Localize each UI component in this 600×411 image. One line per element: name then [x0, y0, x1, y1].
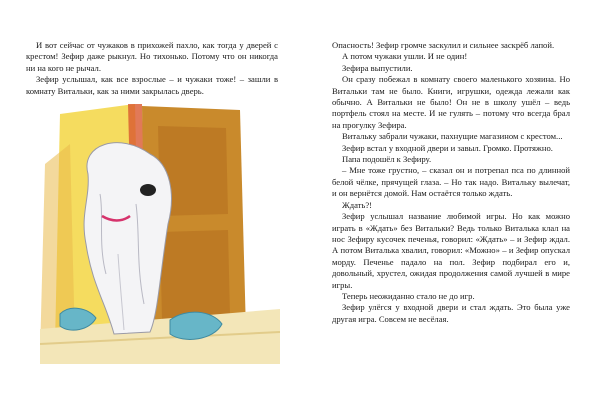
right-paragraph: Зефир улёгся у входной двери и стал ждать. Это была уже другая игра. Совсем не весёлая. — [332, 302, 570, 324]
right-paragraph: Он сразу побежал в комнату своего маленького хозяина. Но Витальки там не было. Книги, игрушки, одежда лежали как обычно. А Витальки не было! Он не в школу ушёл – ведь портфель стоял на месте. И не гулять – потому что всегда брал на прогулку Зефира. — [332, 74, 570, 130]
right-paragraph: – Мне тоже грустно, – сказал он и потрепал пса по длинной белой чёлке, прячущей глаза. – Но так надо. Витальку вылечат, и он вернётся домой. Нам остаётся только ждать. — [332, 165, 570, 199]
right-paragraph: А потом чужаки ушли. И не один! — [342, 51, 468, 62]
dog-at-door-illustration — [40, 104, 280, 364]
right-paragraph: Теперь неожиданно стало не до игр. — [342, 290, 475, 301]
right-page — [300, 0, 600, 411]
right-paragraph: Опасность! Зефир громче заскулил и сильнее заскрёб лапой. — [332, 40, 555, 50]
right-paragraph: Зефир услышал название любимой игры. Но как можно играть в «Ждать» без Витальки? Ведь только Виталька клал на нос Зефиру кусочек печенья, говорил: «Ждать» – и Зефир ждал. А потом Виталька хвалил, говорил: «Можно» – и Зефир опускал морду. Печенье падало на пол. Зефир подбирал его и, довольный, хрустел, ожидая продолжения самой лучшей в мире игры. — [332, 211, 570, 290]
left-paragraph: Зефир услышал, как все взрослые – и чужаки тоже! – зашли в комнату Витальки, как за ними закрылась дверь. — [26, 74, 278, 96]
right-paragraph: Зефира выпустили. — [342, 62, 413, 73]
right-paragraph: Зефир встал у входной двери и завыл. Громко. Протяжно. — [342, 142, 553, 153]
left-page-text — [26, 40, 278, 97]
right-paragraph: Папа подошёл к Зефиру. — [342, 154, 432, 165]
right-paragraph: Витальку забрали чужаки, пахнущие магазином с крестом... — [342, 131, 563, 142]
right-paragraph: Ждать?! — [342, 199, 373, 210]
left-paragraph: И вот сейчас от чужаков в прихожей пахло, как тогда у дверей с крестом! Зефир даже рыкнул. Но тихонько. Потому что он никогда ни на кого не рычал. — [26, 40, 278, 73]
right-page-text — [332, 40, 570, 325]
